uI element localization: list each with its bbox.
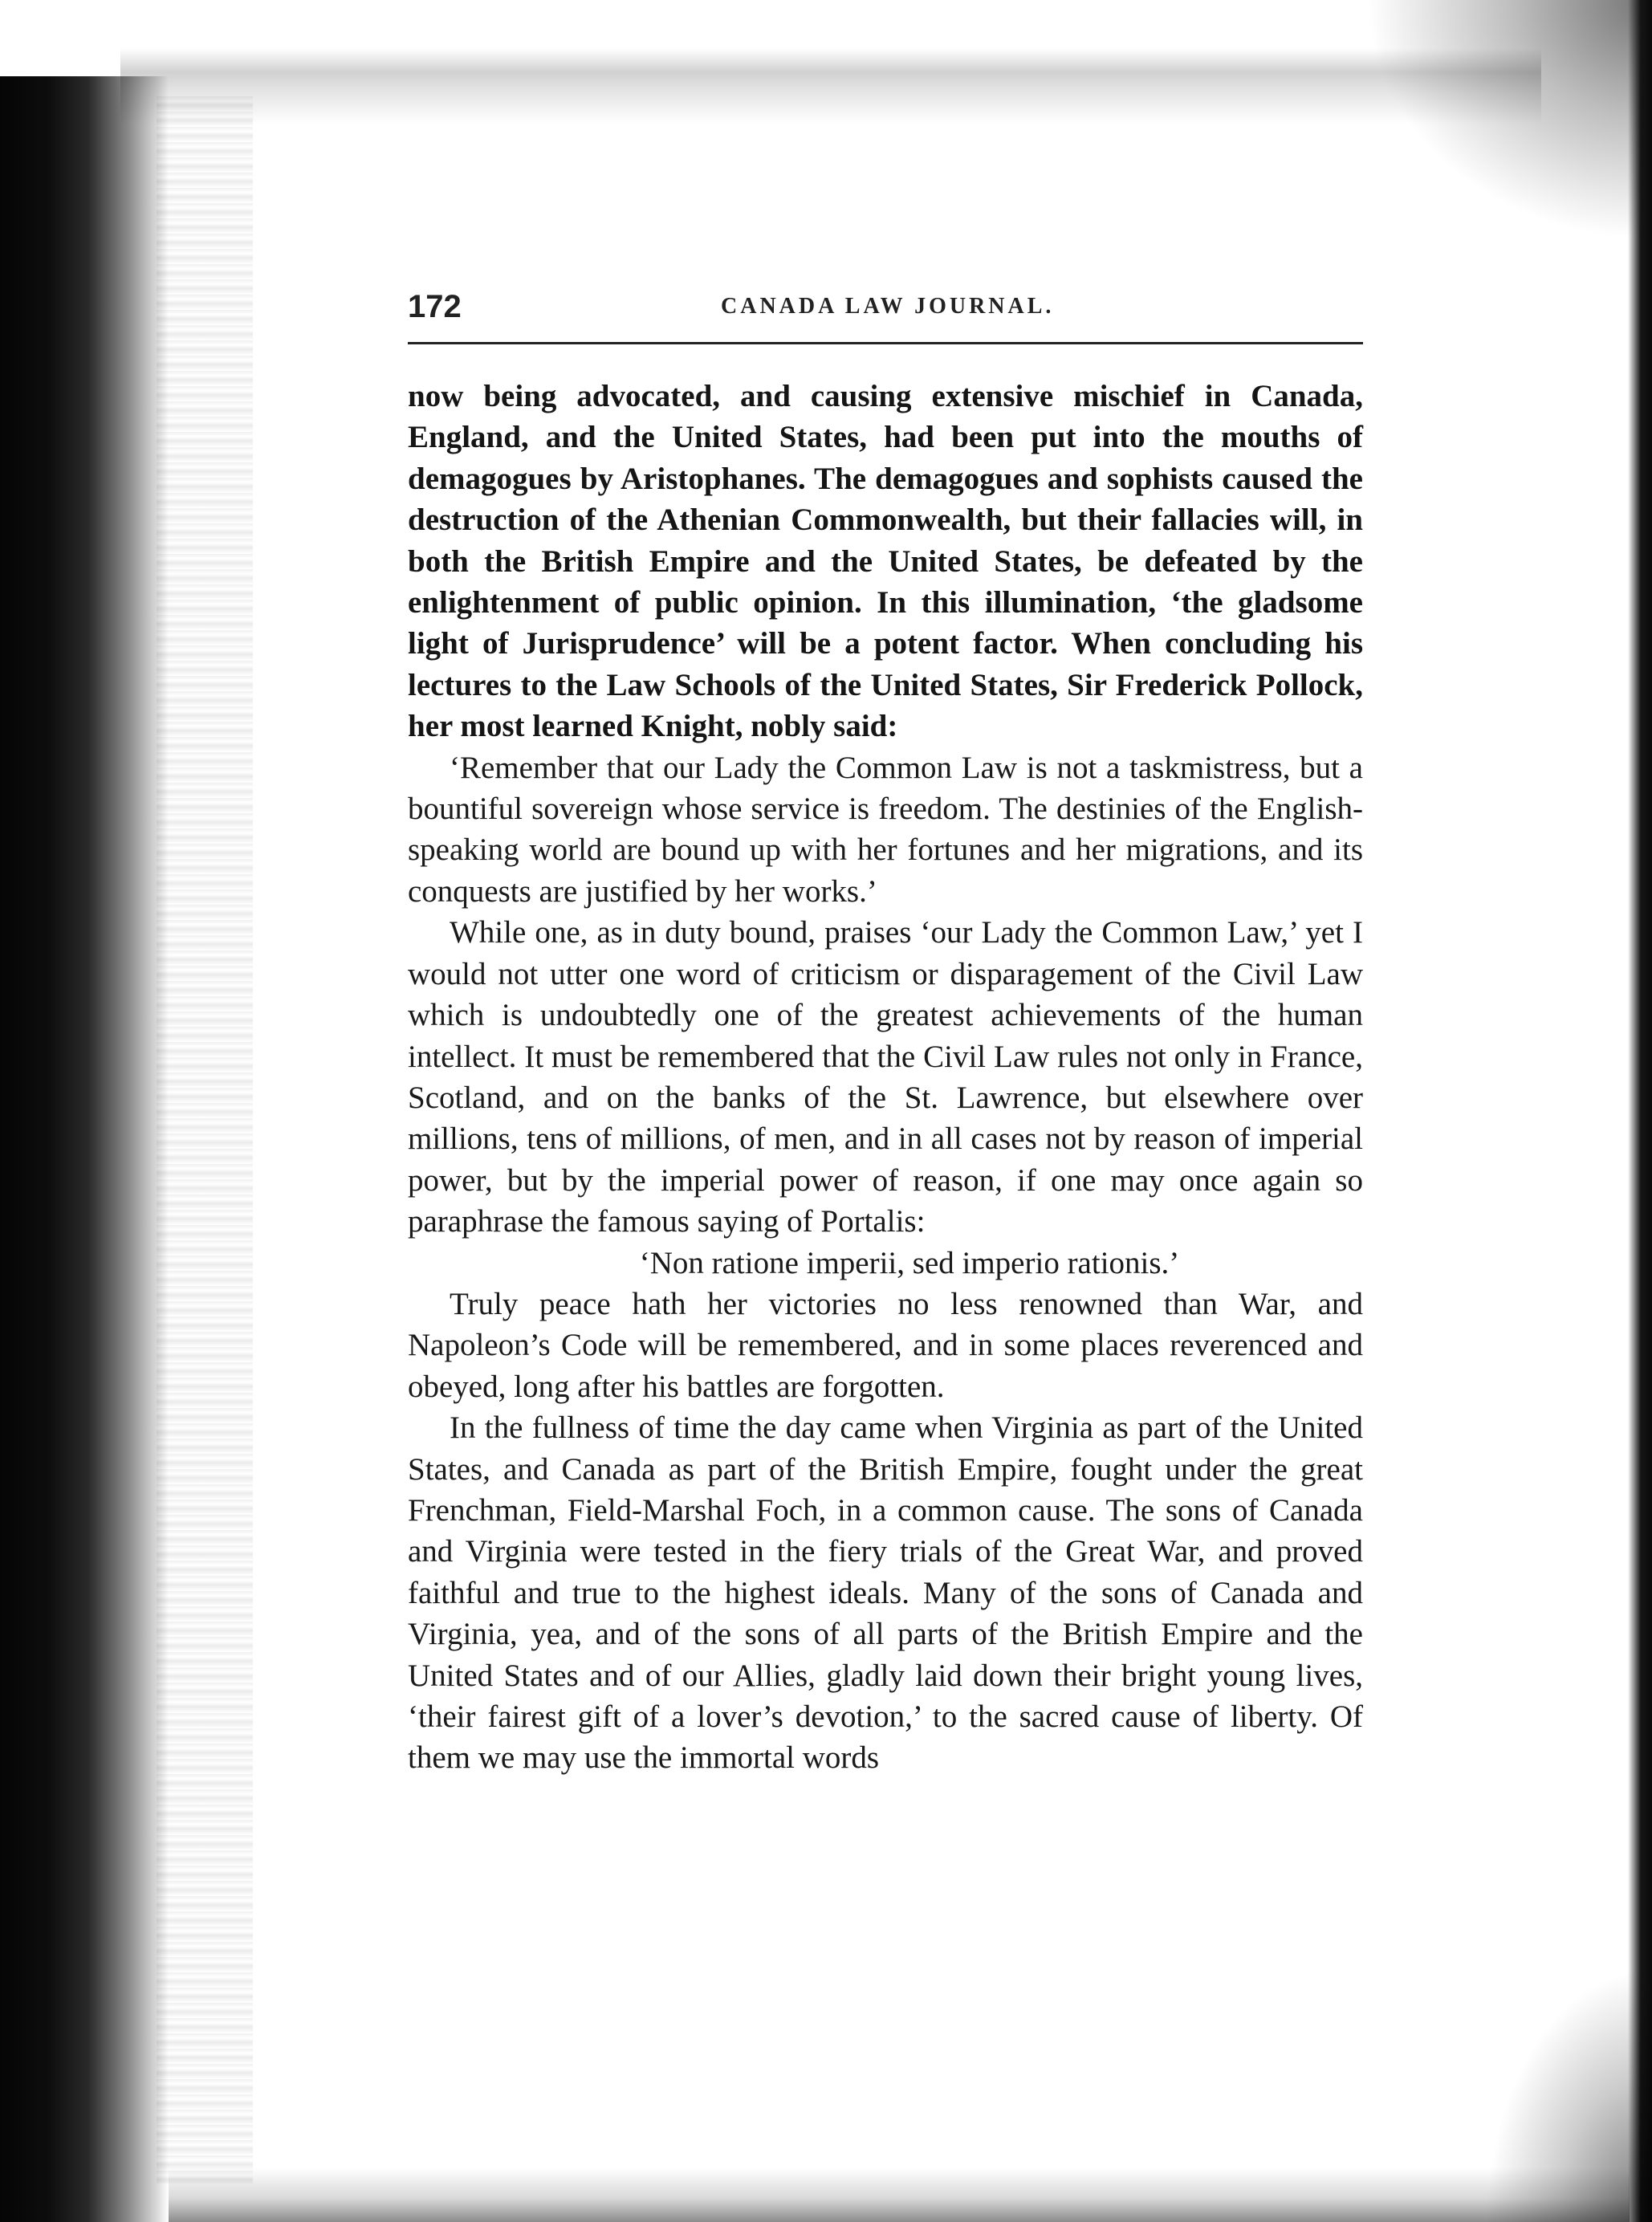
paragraph-civil-law: While one, as in duty bound, praises ‘our Lady the Common Law,’ yet I would not utter one word of criticism or disparagement of the Civil Law which is undoubtedly one of the greatest achievements of the human intellect. It must be remembered that the Civil Law rules not only in France, Scotland, and on the banks of the St. Lawrence, but elsewhere over millions, tens of millions, of men, and in all cases not by reason of imperial power, but by the imperial power of reason, if one may once again so paraphrase the famous saying of Portalis: [408,915,1363,1239]
paragraph-continuation: now being advocated, and causing extensive mischief in Canada, England, and the United States, had been put into the mouths of demagogues by Aristophanes. The demagogues and sophists caused the destruction of the Athenian Commonwealth, but their fallacies will, in both the British Empire and the United States, be defeated by the enlightenment of public opinion. In this illumination, ‘the gladsome light of Jurisprudence’ will be a potent factor. When concluding his lectures to the Law Schools of the United States, Sir Frederick Pollock, her most learned Knight, nobly said: [408,379,1363,744]
running-head [408,289,1363,334]
header-rule [408,342,1363,344]
latin-maxim: ‘Non ratione imperii, sed imperio rationis.’ [639,1245,1180,1280]
scan-shadow-top [120,48,1541,124]
document-page [408,289,1363,1776]
paragraph-pollock-quote: ‘Remember that our Lady the Common Law is not a taskmistress, but a bountiful sovereign whose service is freedom. The destinies of the English-speaking world are bound up with her fortunes and her migrations, and its conquests are justified by her works.’ [408,750,1363,909]
scan-shadow-top-right [1365,0,1652,241]
scan-shadow-right [1628,0,1652,2222]
scan-shadow-left [0,76,169,2222]
scan-shadow-bottom-right [1485,1967,1652,2222]
paragraph-great-war: In the fullness of time the day came when Virginia as part of the United States, and Canada as part of the British Empire, fought under the great Frenchman, Field-Marshal Foch, in a common cause. The sons of Canada and Virginia were tested in the fiery trials of the Great War, and proved faithful and true to the highest ideals. Many of the sons of Canada and Virginia, yea, and of the sons of all parts of the British Empire and the United States and of our Allies, gladly laid down their bright young lives, ‘their fairest gift of a lover’s devotion,’ to the sacred cause of liberty. Of them we may use the immortal words [408,1410,1363,1776]
paragraph-napoleon-code: Truly peace hath her victories no less renowned than War, and Napoleon’s Code will be remembered, and in some places reverenced and obeyed, long after his battles are forgotten. [408,1286,1363,1404]
scan-noise-left [157,96,253,2183]
scan-shadow-bottom [169,2167,1630,2222]
journal-title: CANADA LAW JOURNAL. [721,294,1055,319]
body-text [408,376,1363,1779]
page-number: 172 [408,289,462,324]
